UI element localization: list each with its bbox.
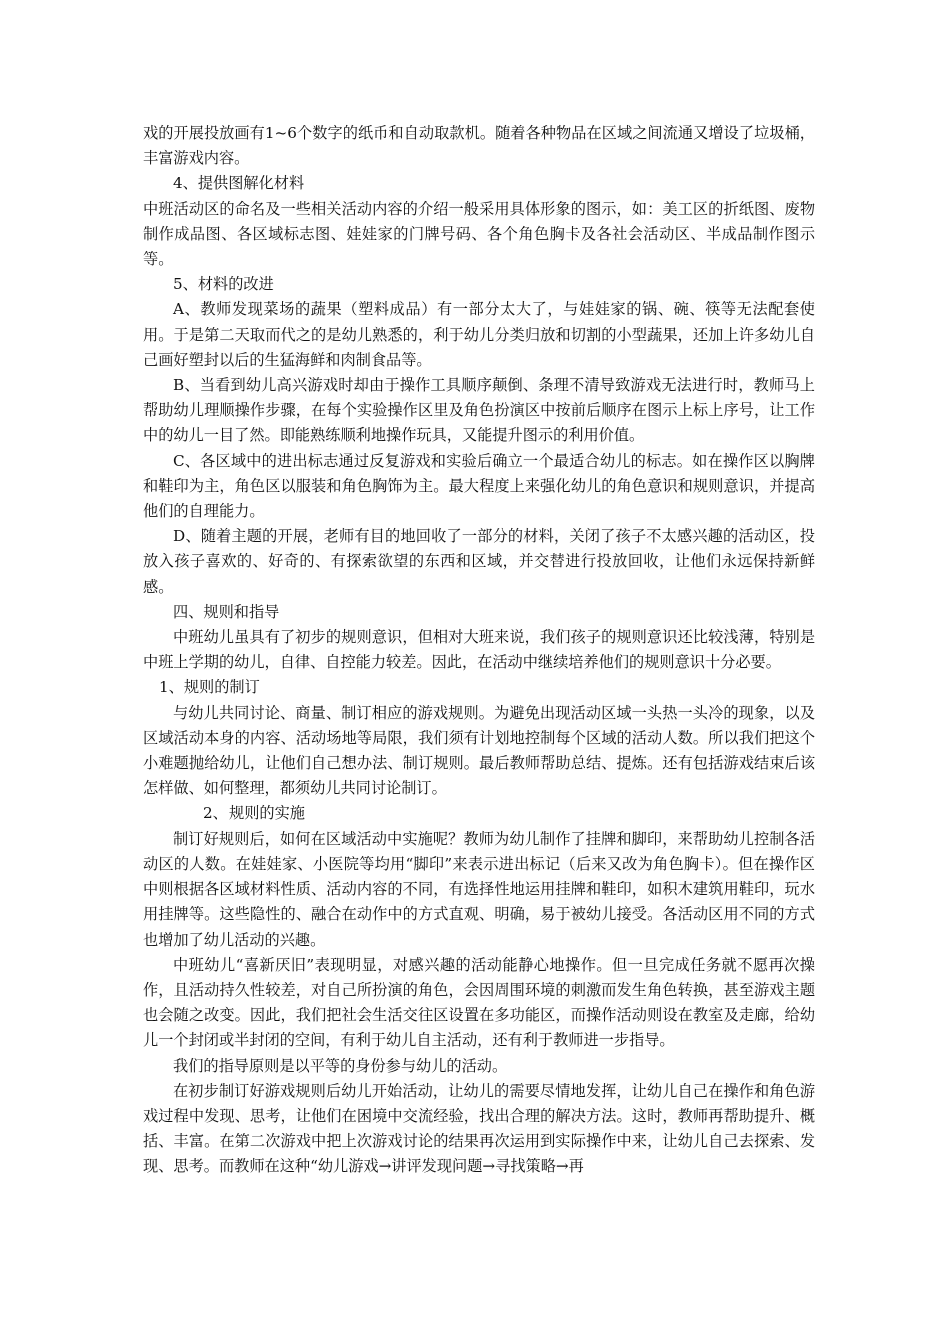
paragraph-continuation: 戏的开展投放画有1~6个数字的纸币和自动取款机。随着各种物品在区域之间流通又增设了垃圾桶，丰富游戏内容。 xyxy=(143,124,815,168)
paragraph-item-b: B、当看到幼儿高兴游戏时却由于操作工具顺序颠倒、条理不清导致游戏无法进行时，教师马上帮助幼儿理顺操作步骤，在每个实验操作区里及角色扮演区中按前后顺序在图示上标上序号，让工作中的幼儿一目了然。即能熟练顺利地操作玩具，又能提升图示的利用价值。 xyxy=(143,376,815,445)
paragraph-rule-making: 与幼儿共同讨论、商量、制订相应的游戏规则。为避免出现活动区域一头热一头冷的现象，以及区域活动本身的内容、活动场地等局限，我们须有计划地控制每个区域的活动人数。所以我们把这个小难题抛给幼儿，让他们自己想办法、制订规则。最后教师帮助总结、提炼。还有包括游戏结束后该怎样做、如何整理，都须幼儿共同讨论制订。 xyxy=(143,703,815,798)
heading-text: 规则的实施 xyxy=(229,804,305,823)
section-heading-rule-implementation xyxy=(143,801,815,826)
paragraph-item-d: D、随着主题的开展，老师有目的地回收了一部分的材料，关闭了孩子不太感兴趣的活动区，投放入孩子喜欢的、好奇的、有探索欲望的东西和区域，并交替进行投放回收，让他们永远保持新鲜感。 xyxy=(143,527,815,596)
chapter-heading-rules-guidance: 四、规则和指导 xyxy=(173,602,280,621)
paragraph-item-c: C、各区域中的进出标志通过反复游戏和实验后确立一个最适合幼儿的标志。如在操作区以胸牌和鞋印为主，角色区以服装和角色胸饰为主。最大程度上来强化幼儿的角色意识和规则意识，并提高他们的自理能力。 xyxy=(143,451,815,521)
section-heading-4: 4、提供图解化材料 xyxy=(173,174,305,193)
paragraph-implementation: 制订好规则后，如何在区域活动中实施呢？教师为幼儿制作了挂牌和脚印，来帮助幼儿控制各活动区的人数。在娃娃家、小医院等均用“脚印”来表示进出标记（后来又改为角色胸卡）。但在操作区中则根据各区域材料性质、活动内容的不同，有选择性地运用挂牌和鞋印，如积木建筑用鞋印，玩水用挂牌等。这些隐性的、融合在动作中的方式直观、明确，易于被幼儿接受。各活动区用不同的方式也增加了幼儿活动的兴趣。 xyxy=(143,829,815,949)
section-heading-5: 5、材料的改进 xyxy=(173,275,274,294)
paragraph-illustrated-materials: 中班活动区的命名及一些相关活动内容的介绍一般采用具体形象的图示，如：美工区的折纸图、废物制作成品图、各区域标志图、娃娃家的门牌号码、各个角色胸卡及各社会活动区、半成品制作图示等。 xyxy=(143,199,815,269)
heading-number: 2、 xyxy=(203,804,228,823)
document-page xyxy=(143,121,815,1180)
paragraph-guidance-principle: 我们的指导原则是以平等的身份参与幼儿的活动。 xyxy=(173,1056,508,1075)
section-heading-rule-making: 1、规则的制订 xyxy=(159,678,260,697)
paragraph-rules-intro: 中班幼儿虽具有了初步的规则意识，但相对大班来说，我们孩子的规则意识还比较浅薄，特别是中班上学期的幼儿，自律、自控能力较差。因此，在活动中继续培养他们的规则意识十分必要。 xyxy=(143,628,815,672)
paragraph-item-a: A、教师发现菜场的蔬果（塑料成品）有一部分太大了，与娃娃家的锅、碗、筷等无法配套使用。于是第二天取而代之的是幼儿熟悉的，利于幼儿分类归放和切割的小型蔬果，还加上许多幼儿自己画好塑封以后的生猛海鲜和肉制食品等。 xyxy=(143,300,815,369)
paragraph-novelty: 中班幼儿“喜新厌旧”表现明显，对感兴趣的活动能静心地操作。但一旦完成任务就不愿再次操作，且活动持久性较差，对自己所扮演的角色，会因周围环境的刺激而发生角色转换，甚至游戏主题也会随之改变。因此，我们把社会生活交往区设置在多功能区，而操作活动则设在教室及走廊，给幼儿一个封闭或半封闭的空间，有利于幼儿自主活动，还有利于教师进一步指导。 xyxy=(143,955,815,1050)
paragraph-guidance-process: 在初步制订好游戏规则后幼儿开始活动，让幼儿的需要尽情地发挥，让幼儿自己在操作和角色游戏过程中发现、思考，让他们在困境中交流经验，找出合理的解决方法。这时，教师再帮助提升、概括、丰富。在第二次游戏中把上次游戏讨论的结果再次运用到实际操作中来，让幼儿自己去探索、发现、思考。而教师在这种“幼儿游戏→讲评发现问题→寻找策略→再 xyxy=(143,1081,815,1176)
